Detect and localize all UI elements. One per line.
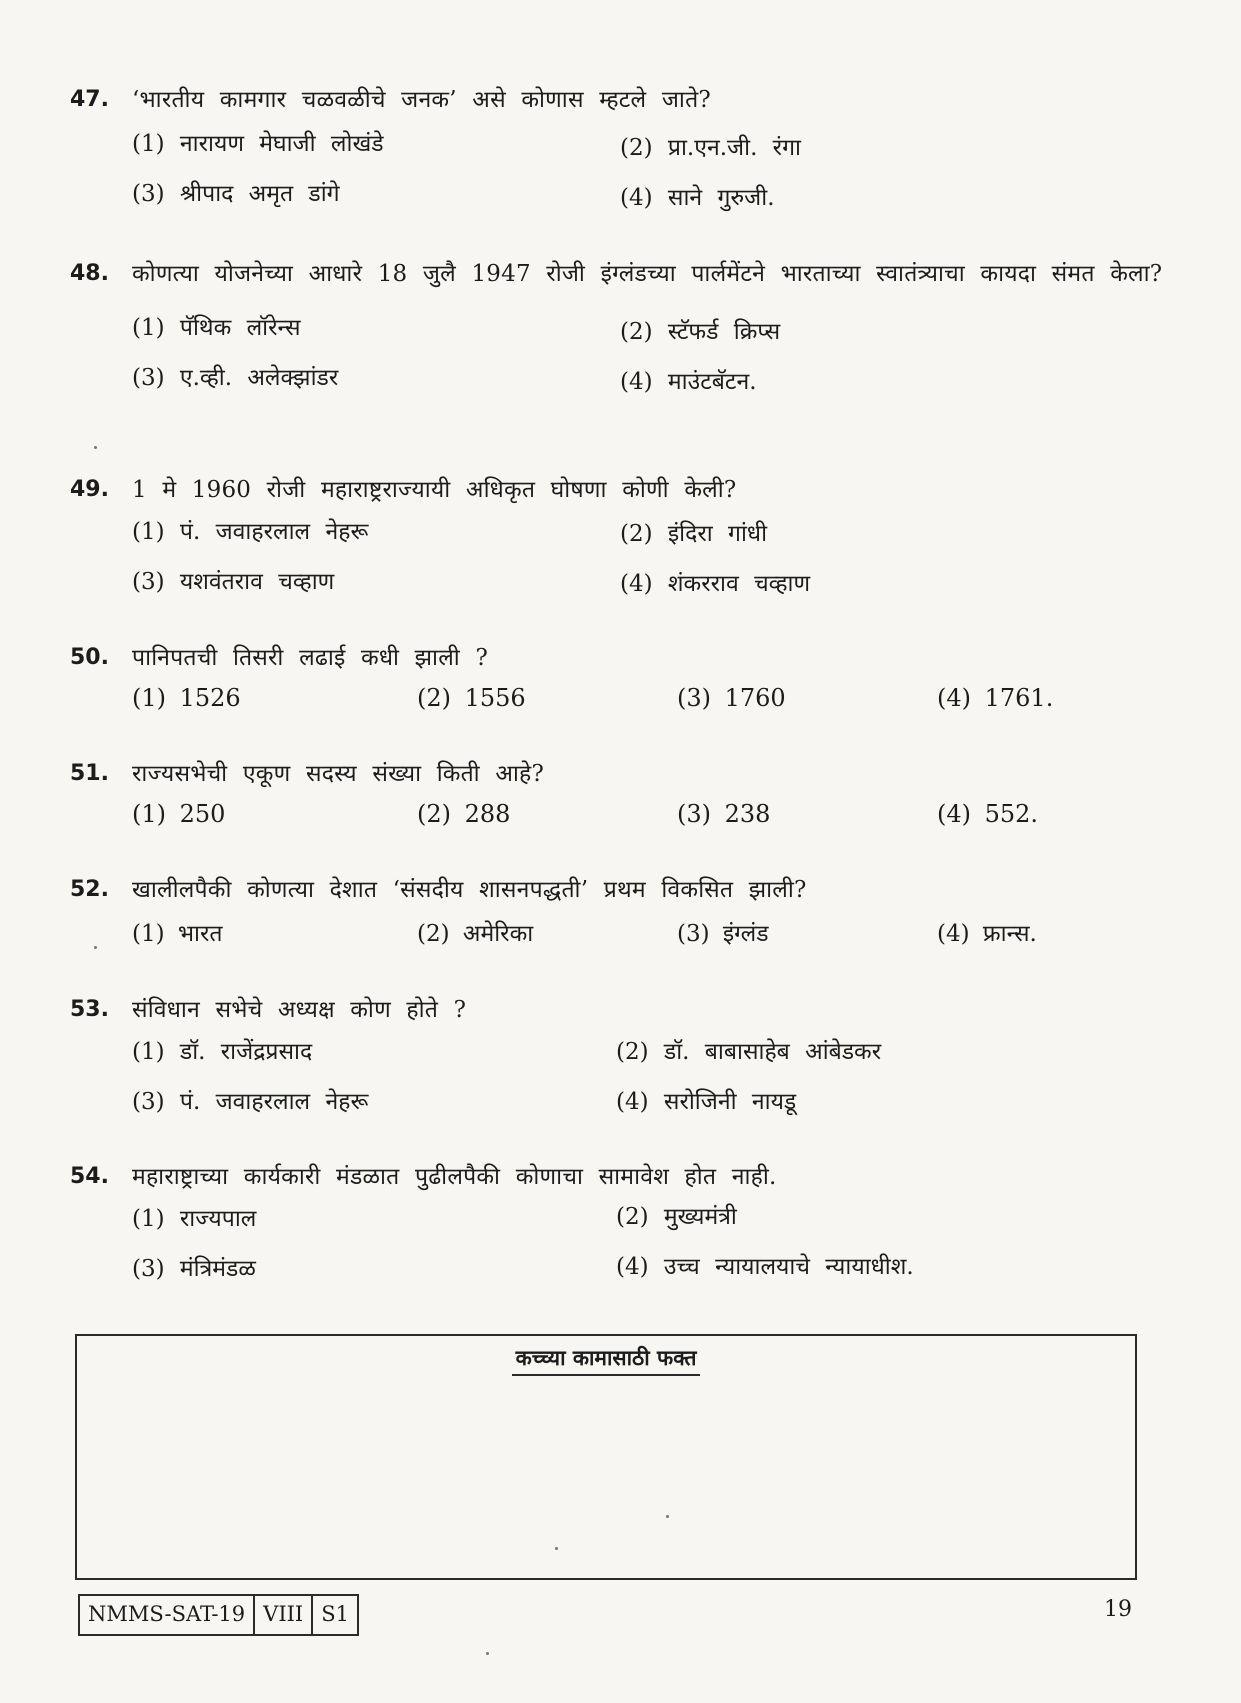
page-number: 19 [1104,1597,1132,1622]
scan-speck [486,1652,489,1655]
scan-speck [666,1515,669,1518]
exam-standard: VIII [255,1596,313,1634]
question-number: 50. [70,645,109,670]
question-text: महाराष्ट्राच्या कार्यकारी मंडळात पुढीलपैकी कोणाचा सामावेश होत नाही. [132,1164,777,1190]
option-1: (1) नारायण मेघाजी लोखंडे [132,131,384,157]
option-3: (3) श्रीपाद अमृत डांगे [132,181,340,207]
question-54 [70,1157,1170,1297]
option-2: (2) 1556 [417,684,526,712]
question-number: 49. [70,477,109,502]
option-4: (4) उच्च न्यायालयाचे न्यायाधीश. [616,1254,914,1280]
rough-work-title: कच्च्या कामासाठी फक्त [77,1344,1135,1372]
question-number: 51. [70,761,109,786]
scan-speck [94,446,97,449]
exam-code-box [78,1594,359,1636]
exam-code: NMMS-SAT-19 [80,1596,255,1634]
rough-work-box [75,1334,1137,1580]
option-1: (1) भारत [132,921,223,947]
option-1: (1) पॅथिक लॉरेन्स [132,315,301,341]
question-text: पानिपतची तिसरी लढाई कधी झाली ? [132,645,488,671]
option-1: (1) 1526 [132,684,241,712]
question-text: संविधान सभेचे अध्यक्ष कोण होते ? [132,997,467,1023]
option-3: (3) 238 [677,800,771,828]
question-48 [70,254,1170,406]
option-3: (3) पं. जवाहरलाल नेहरू [132,1089,369,1115]
question-number: 54. [70,1164,109,1189]
question-number: 48. [70,261,109,286]
scan-speck [555,1547,558,1550]
option-2: (2) अमेरिका [417,921,534,947]
option-3: (3) इंग्लंड [677,921,769,947]
exam-set: S1 [321,1602,349,1626]
question-49 [70,470,1170,610]
option-4: (4) 552. [937,800,1039,828]
option-1: (1) राज्यपाल [132,1206,257,1232]
question-51 [70,754,1170,844]
question-text: 1 मे 1960 रोजी महाराष्ट्रराज्यायी अधिकृत घोषणा कोणी केली? [132,477,737,503]
question-text: खालीलपैकी कोणत्या देशात ‘संसदीय शासनपद्धती’ प्रथम विकसित झाली? [132,877,807,903]
option-3: (3) ए.व्ही. अलेक्झांडर [132,365,339,391]
option-4: (4) सरोजिनी नायडू [616,1089,797,1115]
option-1: (1) 250 [132,800,226,828]
question-text: कोणत्या योजनेच्या आधारे 18 जुलै 1947 रोजी इंग्लंडच्या पार्लमेंटने भारताच्या स्वातंत्र्याचा कायदा संमत केला? [132,261,1163,287]
option-3: (3) मंत्रिमंडळ [132,1256,256,1282]
option-4: (4) शंकरराव चव्हाण [620,571,811,597]
question-47 [70,80,1170,220]
question-number: 47. [70,87,109,112]
option-1: (1) पं. जवाहरलाल नेहरू [132,519,369,545]
option-2: (2) प्रा.एन.जी. रंगा [620,135,801,161]
option-2: (2) 288 [417,800,511,828]
option-4: (4) साने गुरुजी. [620,185,775,211]
question-text: राज्यसभेची एकूण सदस्य संख्या किती आहे? [132,761,544,787]
option-4: (4) फ्रान्स. [937,921,1037,947]
option-3: (3) 1760 [677,684,786,712]
question-text: ‘भारतीय कामगार चळवळीचे जनक’ असे कोणास म्हटले जाते? [132,87,711,113]
option-2: (2) मुख्यमंत्री [616,1204,737,1230]
option-4: (4) माउंटबॅटन. [620,369,757,395]
option-3: (3) यशवंतराव चव्हाण [132,569,335,595]
option-1: (1) डॉ. राजेंद्रप्रसाद [132,1039,313,1065]
question-53 [70,990,1170,1130]
option-2: (2) स्टॅफर्ड क्रिप्स [620,319,781,345]
option-2: (2) डॉ. बाबासाहेब आंबेडकर [616,1039,882,1065]
question-52 [70,870,1170,960]
scan-speck [94,946,97,949]
option-4: (4) 1761. [937,684,1054,712]
question-number: 53. [70,997,109,1022]
option-2: (2) इंदिरा गांधी [620,521,768,547]
question-50 [70,638,1170,728]
question-number: 52. [70,877,109,902]
